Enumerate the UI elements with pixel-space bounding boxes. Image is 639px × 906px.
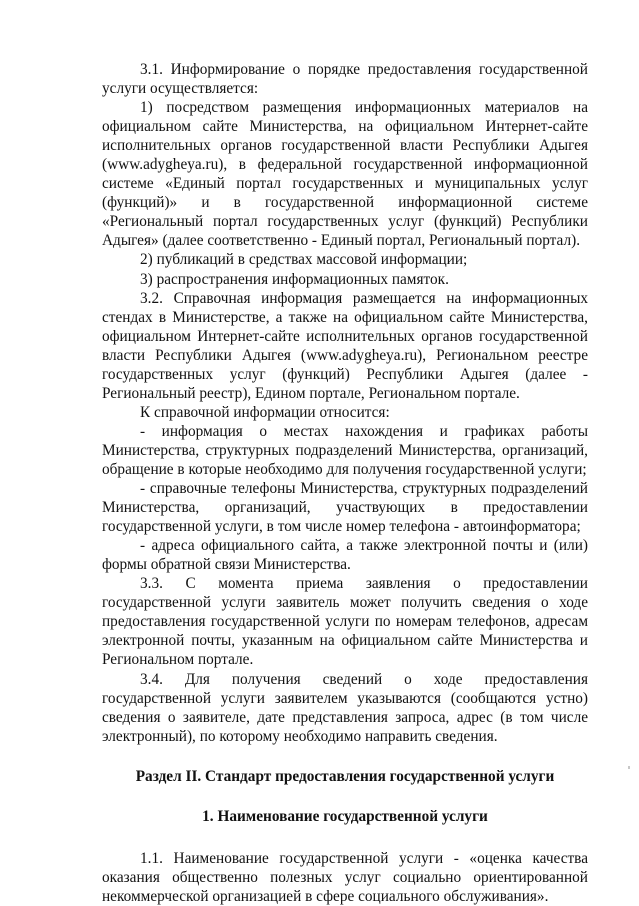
paragraph-3-1: 3.1. Информирование о порядке предоставления государственной услуги осуществляется: [102,61,588,98]
paragraph-3-1-item-3: 3) распространения информационных памяток. [140,270,449,288]
scan-edge-mark [628,766,630,769]
subsection-heading: 1. Наименование государственной услуги [202,807,488,825]
paragraph-3-2: 3.2. Справочная информация размещается на информационных стендах в Министерстве, а также на официальном сайте Министерства, официальном Интернет-сайте исполнительных органов государственной власти Республики Адыгея (www.adygheya.ru), Региональном реестре государственных услуг (функций) Республики Адыгея (далее - Региональный реестр), Едином портале, Региональном портале. [102,289,588,402]
paragraph-3-4: 3.4. Для получения сведений о ходе предоставления государственной услуги заявителем указываются (сообщаются устно) сведения о заявителе, дате представления запроса, адрес (в том числе электронный), по которому необходимо направить сведения. [102,670,588,745]
document-page [102,60,588,906]
paragraph-reference-info-locations: - информация о местах нахождения и графиках работы Министерства, структурных подразделений Министерства, организаций, обращение в которые необходимо для получения государственной услуги; [102,422,588,478]
paragraph-3-1-item-1: 1) посредством размещения информационных материалов на официальном сайте Министерства, на официальном Интернет-сайте исполнительных органов государственной власти Республики Адыгея (www.adygheya.ru), в федеральной государственной информационной системе «Единый портал государственных и муниципальных услуг (функций)» и в государственной информационной системе «Региональный портал государственных услуг (функций) Республики Адыгея» (далее соответственно - Единый портал, Региональный портал). [102,99,588,250]
paragraph-1-1: 1.1. Наименование государственной услуги - «оценка качества оказания общественно полезных услуг социально ориентированной некоммерческой организацией в сфере социального обслуживания». [102,849,588,905]
section-heading: Раздел II. Стандарт предоставления государственной услуги [135,767,555,785]
paragraph-reference-info-intro: К справочной информации относится: [140,403,390,421]
paragraph-3-1-item-2: 2) публикаций в средствах массовой информации; [140,251,468,269]
paragraph-3-3: 3.3. С момента приема заявления о предоставлении государственной услуги заявитель может получить сведения о ходе предоставления государственной услуги по номерам телефонов, адресам электронной почты, указанным на официальном сайте Министерства и Региональном портале. [102,575,588,669]
paragraph-reference-info-addresses: - адреса официального сайта, а также электронной почты и (или) формы обратной связи Министерства. [102,537,588,574]
paragraph-reference-info-phones: - справочные телефоны Министерства, структурных подразделений Министерства, организаций, участвующих в предоставлении государственной услуги, в том числе номер телефона - автоинформатора; [102,480,588,536]
